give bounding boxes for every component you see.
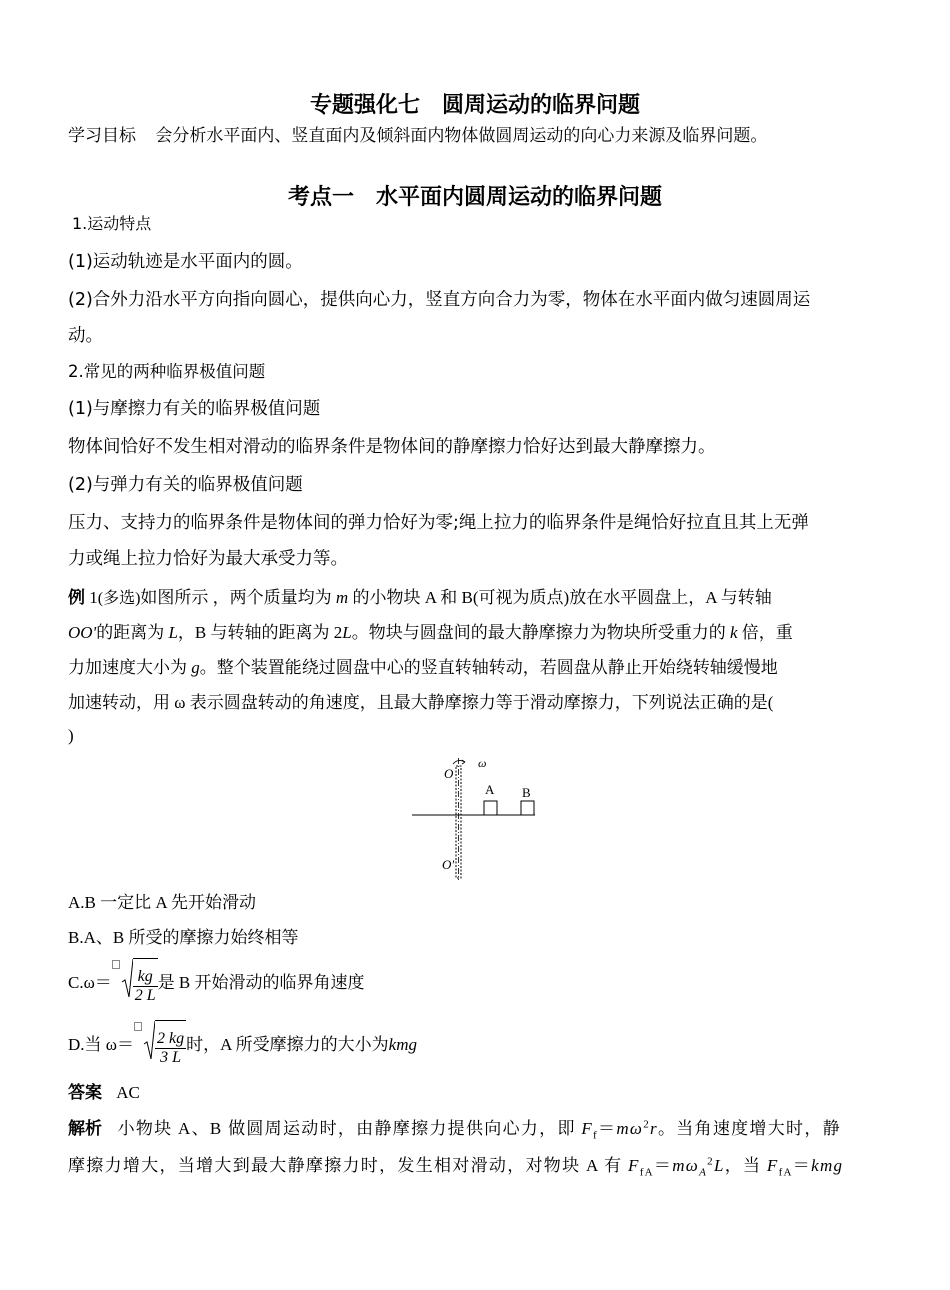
disc-figure [410,752,540,882]
var-kmg: kmg [388,1035,417,1054]
subscript-f: f [593,1129,598,1142]
var-m-omega: mω [672,1156,700,1175]
item2-sub2: (2)与弹力有关的临界极值问题 [68,475,303,495]
label-O: O [444,766,454,781]
subscript-fA: fA [778,1166,793,1179]
example-text: 倍，重 [741,623,793,642]
block-b [521,801,534,815]
example-line-1 [68,586,772,611]
option-d-suffix: 时，A 所受摩擦力的大小为 [186,1035,389,1054]
var-F: F [766,1156,779,1175]
example-text: 的距离为 [96,623,165,642]
objective-label: 学习目标 [68,126,136,146]
option-c-suffix: 是 B 开始滑动的临界角速度 [157,973,365,992]
subscript-fA: fA [639,1166,654,1179]
fraction-numerator: 2 kg [156,1029,185,1047]
var-m-omega: mω [616,1119,644,1138]
label-A: A [485,782,495,797]
option-d [68,1020,417,1070]
var-g: g [191,658,200,677]
var-L: L [168,623,178,642]
example-text: 力加速度大小为 [68,658,187,677]
analysis-label: 解析 [68,1119,102,1139]
option-c-prefix: C.ω＝ [68,973,112,992]
fraction-denominator: 2 L [134,986,156,1004]
sqrt-2kg-3L [143,1020,186,1072]
item2-sub1-text: 物体间恰好不发生相对滑动的临界条件是物体间的静摩擦力恰好达到最大静摩擦力。 [68,437,716,457]
var-k: k [729,623,738,642]
answer-label: 答案 [68,1083,102,1103]
superscript-2: 2 [643,1118,651,1131]
example-line-4: 加速转动，用 ω 表示圆盘转动的角速度，且最大静摩擦力等于滑动摩擦力，下列说法正确的是( [68,693,774,712]
analysis-text: ，当 [724,1156,762,1175]
example-line-5: ) [68,726,74,745]
section-heading: 考点一 水平面内圆周运动的临界问题 [287,185,662,210]
item2-title: 2.常见的两种临界极值问题 [68,362,266,381]
equals-sign: ＝ [792,1156,812,1175]
item2-sub2-text-b: 力或绳上拉力恰好为最大承受力等。 [68,549,348,569]
example-text: 。整个装置能绕过圆盘中心的竖直转轴转动，若圆盘从静止开始绕转轴缓慢地 [199,658,778,677]
placeholder-box-icon [134,1022,142,1031]
analysis-line-1 [68,1117,841,1141]
option-b: B.A、B 所受的摩擦力始终相等 [68,928,299,947]
example-line-2 [68,621,793,645]
rotation-arrow-head [462,760,465,764]
page-title: 专题强化七 圆周运动的临界问题 [309,93,640,118]
fraction-numerator: kg [133,968,158,987]
analysis-text: 摩擦力增大，当增大到最大静摩擦力时，发生相对滑动，对物块 A 有 [68,1156,623,1175]
analysis-text: 小物块 A、B 做圆周运动时，由静摩擦力提供向心力，即 [117,1119,576,1138]
disc-diagram [410,752,540,882]
var-F: F [581,1119,594,1138]
example-label: 例 [68,588,85,608]
label-B: B [522,785,531,800]
item1-paragraph-2b: 动。 [68,326,103,346]
var-kmg: kmg [811,1156,844,1175]
subscript-A: A [699,1166,708,1179]
block-a [484,801,497,815]
example-text: 如图所示 ，两个质量均为 [140,588,332,607]
option-c [68,958,365,1008]
label-O-prime: O′ [442,857,455,872]
example-text: 。物块与圆盘间的最大静摩擦力为物块所受重力的 [351,623,726,642]
item2-sub1: (1)与摩擦力有关的临界极值问题 [68,399,321,419]
label-omega: ω [478,756,487,770]
example-text: ，B 与转轴的距离为 2 [177,623,343,642]
item2-sub2-text-a: 压力、支持力的临界条件是物体间的弹力恰好为零;绳上拉力的临界条件是绳恰好拉直且其上无弹 [68,513,809,533]
item1-title: 1.运动特点 [72,214,152,233]
answer-line [68,1081,140,1105]
objective-text: 会分析水平面内、竖直面内及倾斜面内物体做圆周运动的向心力来源及临界问题。 [155,126,768,146]
analysis-text: 。当角速度增大时，静 [657,1119,841,1138]
placeholder-box-icon [112,960,120,969]
var-L: L [342,623,352,642]
answer-value: AC [116,1083,140,1102]
example-tag: (多选) [97,590,141,607]
example-number: 1 [89,588,98,607]
option-d-prefix: D.当 ω＝ [68,1035,134,1054]
var-oo: OO' [68,623,97,642]
analysis-line-2 [68,1154,843,1178]
var-L: L [713,1156,725,1175]
var-F: F [628,1156,640,1175]
var-r: r [650,1119,658,1138]
equals-sign: ＝ [653,1156,673,1175]
option-a: A.B 一定比 A 先开始滑动 [68,893,256,912]
example-text: 的小物块 A 和 B(可视为质点)放在水平圆盘上，A 与转轴 [352,588,772,607]
var-m: m [335,588,349,607]
superscript-2: 2 [707,1155,714,1168]
fraction-denominator: 3 L [160,1048,181,1066]
sqrt-kg-2L [121,958,158,1010]
item1-paragraph-1: (1)运动轨迹是水平面内的圆。 [68,252,303,272]
learning-objective [68,124,767,148]
item1-paragraph-2a: (2)合外力沿水平方向指向圆心，提供向心力，竖直方向合力为零，物体在水平面内做匀速圆周运 [68,290,811,310]
equals-sign: ＝ [598,1119,617,1138]
example-line-3 [68,656,778,680]
